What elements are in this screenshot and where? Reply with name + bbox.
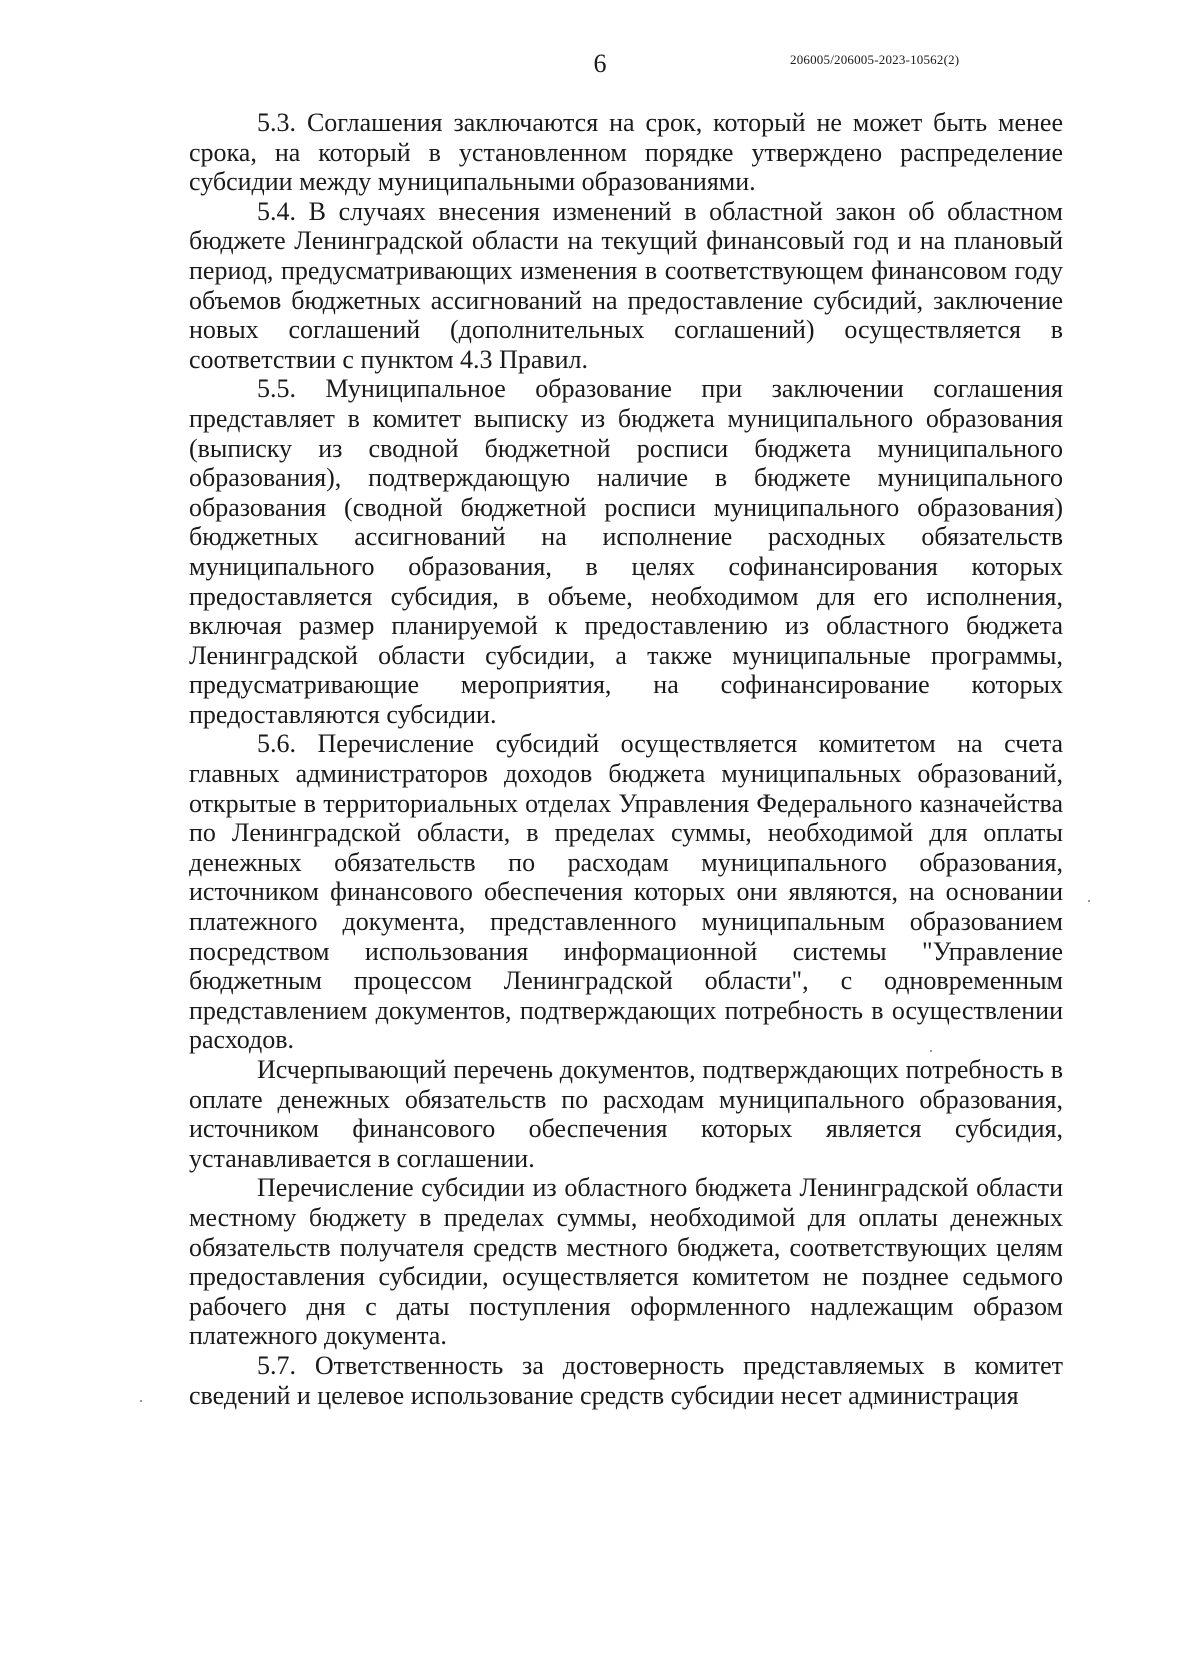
scan-speck (930, 1050, 932, 1052)
document-id: 206005/206005-2023-10562(2) (790, 52, 960, 67)
paragraph-5-4: 5.4. В случаях внесения изменений в областной закон об областном бюджете Ленинградской области на текущий финансовый год и на плановый период, предусматривающих изменения в соответствующем финансовом году объемов бюджетных ассигнований на предоставление субсидий, заключение новых соглашений (дополнительных соглашений) осуществляется в соответствии с пунктом 4.3 Правил. (189, 196, 1063, 374)
page-number: 6 (593, 49, 607, 78)
paragraph-5-7: 5.7. Ответственность за достоверность представляемых в комитет сведений и целевое использование средств субсидии несет администрация (189, 1350, 1063, 1410)
paragraph-5-5: 5.5. Муниципальное образование при заключении соглашения представляет в комитет выписку из бюджета муниципального образования (выписку из сводной бюджетной росписи бюджета муниципального образования), подтверждающую наличие в бюджете муниципального образования (сводной бюджетной росписи муниципального образования) бюджетных ассигнований на исполнение расходных обязательств муниципального образования, в целях софинансирования которых предоставляется субсидия, в объеме, необходимом для его исполнения, включая размер планируемой к предоставлению из областного бюджета Ленинградской области субсидии, а также муниципальные программы, предусматривающие мероприятия, на софинансирование которых предоставляются субсидии. (189, 374, 1063, 729)
paragraph-5-3: 5.3. Соглашения заключаются на срок, который не может быть менее срока, на который в установленном порядке утверждено распределение субсидии между муниципальными образованиями. (189, 108, 1063, 197)
paragraph-5-6: 5.6. Перечисление субсидий осуществляется комитетом на счета главных администраторов доходов бюджета муниципальных образований, открытые в территориальных отделах Управления Федерального казначейства по Ленинградской области, в пределах суммы, необходимой для оплаты денежных обязательств по расходам муниципального образования, источником финансового обеспечения которых они являются, на основании платежного документа, представленного муниципальным образованием посредством использования информационной системы "Управление бюджетным процессом Ленинградской области", с одновременным представлением документов, подтверждающих потребность в осуществлении расходов. (189, 729, 1063, 1055)
document-body (189, 108, 1063, 1410)
paragraph-transfer-terms: Перечисление субсидии из областного бюджета Ленинградской области местному бюджету в пределах суммы, необходимой для оплаты денежных обязательств получателя средств местного бюджета, соответствующих целям предоставления субсидии, осуществляется комитетом не позднее седьмого рабочего дня с даты поступления оформленного надлежащим образом платежного документа. (189, 1173, 1063, 1351)
paragraph-documents-list: Исчерпывающий перечень документов, подтверждающих потребность в оплате денежных обязательств по расходам муниципального образования, источником финансового обеспечения которых является субсидия, устанавливается в соглашении. (189, 1055, 1063, 1173)
scan-speck (1088, 900, 1090, 902)
scan-speck (140, 1400, 142, 1402)
